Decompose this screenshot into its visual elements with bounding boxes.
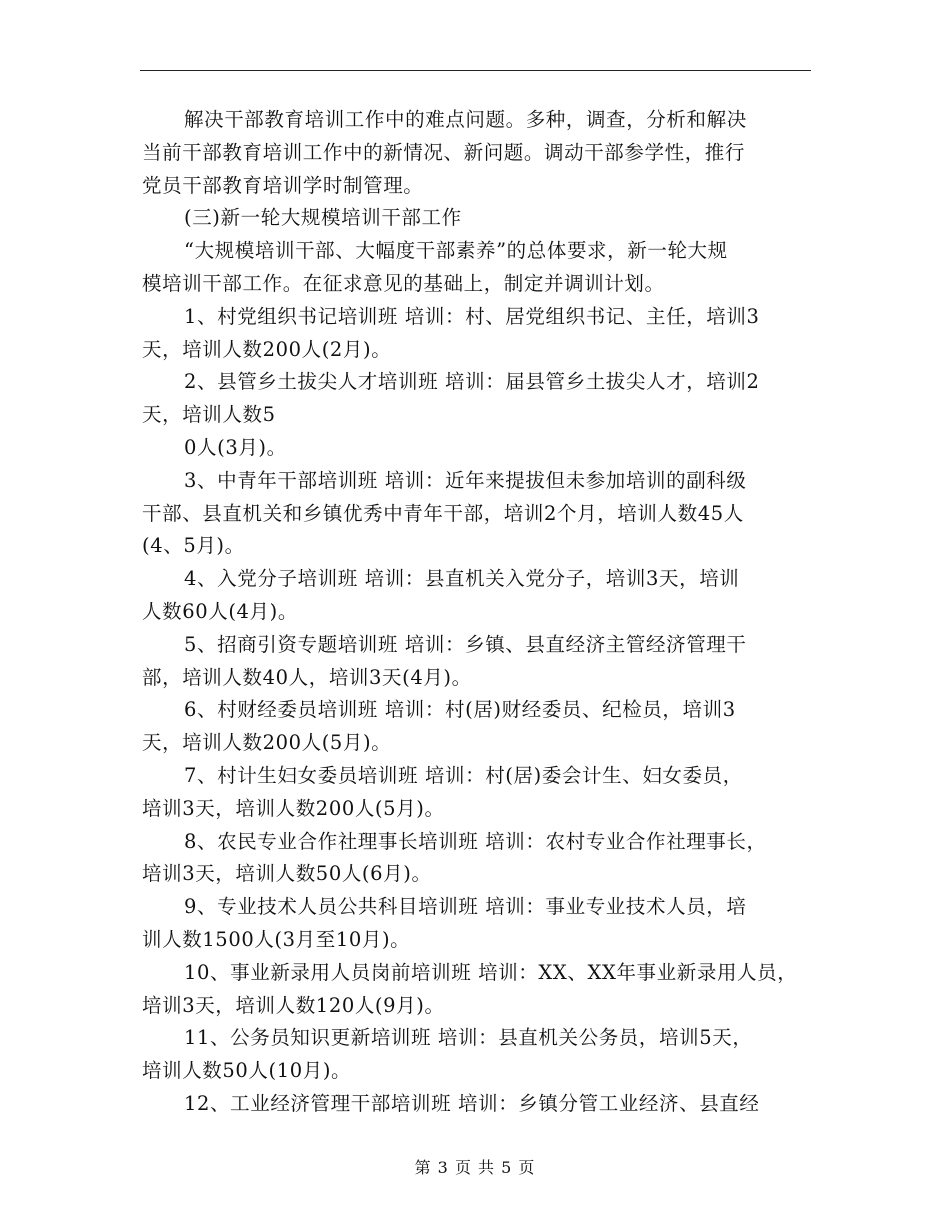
text-line: (4、5月)。: [142, 534, 245, 558]
text-line: 10、事业新录用人员岗前培训班 培训：XX、XX年事业新录用人员，: [184, 960, 798, 984]
text-line: (三)新一轮大规模培训干部工作: [184, 206, 462, 230]
text-line: 8、农民专业合作社理事长培训班 培训：农村专业合作社理事长，: [184, 829, 767, 853]
text-line: 干部、县直机关和乡镇优秀中青年干部，培训2个月，培训人数45人: [142, 501, 744, 525]
text-line: 1、村党组织书记培训班 培训：村、居党组织书记、主任，培训3: [184, 304, 760, 328]
text-line: 人数60人(4月)。: [142, 599, 298, 623]
page-footer: 第 3 页 共 5 页: [414, 1158, 536, 1177]
text-line: 9、专业技术人员公共科目培训班 培训：事业专业技术人员，培: [184, 895, 747, 919]
text-line: 11、公务员知识更新培训班 培训：县直机关公务员，培训5天，: [184, 1026, 753, 1050]
text-line: 模培训干部工作。在征求意见的基础上，制定并调训计划。: [142, 271, 665, 295]
text-line: 6、村财经委员培训班 培训：村(居)财经委员、纪检员，培训3: [184, 698, 736, 722]
text-line: 天，培训人数200人(5月)。: [142, 731, 392, 755]
text-line: 天，培训人数200人(2月)。: [142, 337, 392, 361]
text-line: 培训3天，培训人数120人(9月)。: [142, 993, 445, 1017]
text-line: 12、工业经济管理干部培训班 培训：乡镇分管工业经济、县直经: [184, 1091, 760, 1115]
text-line: 党员干部教育培训学时制管理。: [142, 173, 424, 197]
text-line: 培训3天，培训人数200人(5月)。: [142, 796, 445, 820]
text-line: 5、招商引资专题培训班 培训：乡镇、县直经济主管经济管理干: [184, 632, 747, 656]
text-line: 0人(3月)。: [184, 435, 287, 459]
text-line: 3、中青年干部培训班 培训：近年来提拔但未参加培训的副科级: [184, 468, 747, 492]
text-line: 解决干部教育培训工作中的难点问题。多种，调查，分析和解决: [184, 108, 747, 131]
text-line: 培训人数50人(10月)。: [142, 1059, 352, 1083]
text-line: 2、县管乡土拔尖人才培训班 培训：届县管乡土拔尖人才，培训2: [184, 370, 760, 394]
text-line: 训人数1500人(3月至10月)。: [142, 927, 411, 951]
text-line: 当前干部教育培训工作中的新情况、新问题。调动干部参学性，推行: [142, 140, 746, 164]
text-line: 部，培训人数40人，培训3天(4月)。: [142, 665, 472, 689]
text-line: 培训3天，培训人数50人(6月)。: [142, 862, 432, 886]
text-line: 4、入党分子培训班 培训：县直机关入党分子，培训3天，培训: [184, 567, 740, 591]
text-line: “大规模培训干部、大幅度干部素养”的总体要求，新一轮大规: [184, 239, 728, 263]
document-body: [142, 104, 817, 1121]
text-line: 天，培训人数5: [142, 403, 276, 427]
header-rule: [140, 70, 811, 71]
text-line: 7、村计生妇女委员培训班 培训：村(居)委会计生、妇女委员，: [184, 763, 743, 787]
